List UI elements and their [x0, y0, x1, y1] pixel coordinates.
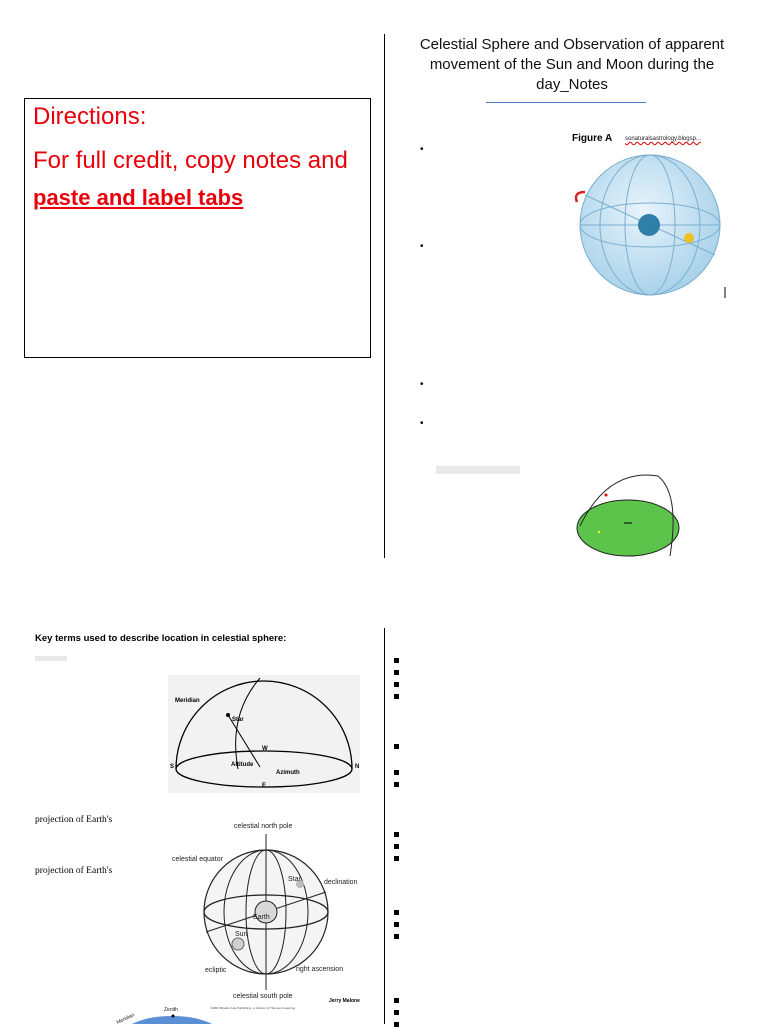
globe-label-declination: declination: [324, 879, 358, 886]
bottom-label-zenith: Zenith: [164, 1007, 178, 1013]
directions-title: Directions:: [33, 103, 147, 130]
dome-label-star: Star: [232, 717, 244, 723]
bullet-point: •: [420, 418, 424, 429]
square-bullet: [394, 670, 399, 675]
notes-title: Celestial Sphere and Observation of apparent movement of the Sun and Moon during the day_Notes: [419, 36, 725, 93]
redacted-label: [35, 656, 67, 661]
page-divider-bottom: [384, 628, 385, 1024]
square-bullet: [394, 744, 399, 749]
horizon-figure: [568, 468, 692, 564]
dome-label-south: S: [170, 764, 175, 770]
globe-label-sun: Sun: [235, 931, 248, 938]
projection-text-1: projection of Earth's: [35, 815, 113, 825]
figure-a-caption: Figure A: [572, 133, 613, 144]
dome-label-altitude: Altitude: [231, 762, 254, 768]
redacted-label: [436, 466, 520, 474]
directions-emphasis: paste and label tabs: [33, 185, 244, 210]
square-bullet: [394, 1010, 399, 1015]
globe-label-star: Star: [288, 876, 301, 883]
bottom-label-meridian: Meridian: [115, 1012, 136, 1026]
directions-box: [24, 98, 371, 358]
key-terms-heading: Key terms used to describe location in celestial sphere:: [35, 633, 287, 644]
square-bullet: [394, 694, 399, 699]
page-divider-top: [384, 34, 385, 558]
horizon-dome-diagram: [168, 675, 360, 793]
dome-label-azimuth: Azimuth: [276, 770, 300, 776]
square-bullet: [394, 682, 399, 687]
globe-credit: Jerry Malone: [329, 998, 360, 1004]
square-bullet: [394, 832, 399, 837]
square-bullet: [394, 922, 399, 927]
globe-label-ecliptic: ecliptic: [205, 967, 227, 974]
title-underline: [486, 102, 646, 103]
directions-text: For full credit, copy notes and: [33, 147, 348, 174]
bullet-point: •: [420, 241, 424, 252]
globe-label-equator: celestial equator: [172, 856, 223, 863]
square-bullet: [394, 910, 399, 915]
celestial-sphere-figure: [565, 150, 731, 300]
globe-label-north-pole: celestial north pole: [234, 823, 293, 830]
square-bullet: [394, 1022, 399, 1027]
projection-text-2: projection of Earth's: [35, 866, 113, 876]
square-bullet: [394, 782, 399, 787]
dome-label-east: E: [262, 783, 267, 789]
bullet-point: •: [420, 144, 424, 155]
figure-a-source: sonaturalsastrology.blogsp...: [625, 136, 701, 142]
square-bullet: [394, 934, 399, 939]
dome-label-meridian: Meridian: [175, 698, 200, 704]
globe-label-south-pole: celestial south pole: [233, 993, 293, 1000]
dome-label-west: W: [262, 746, 268, 752]
square-bullet: [394, 658, 399, 663]
dome-label-north: N: [355, 764, 360, 770]
bullet-point: •: [420, 379, 424, 390]
globe-copyright: ©2006 Brooks Cole Publishing - a division of Thomson Learning: [210, 1006, 296, 1010]
square-bullet: [394, 856, 399, 861]
square-bullet: [394, 998, 399, 1003]
globe-label-right-ascension: right ascension: [296, 966, 344, 973]
globe-label-earth: Earth: [253, 914, 270, 921]
square-bullet: [394, 770, 399, 775]
square-bullet: [394, 844, 399, 849]
